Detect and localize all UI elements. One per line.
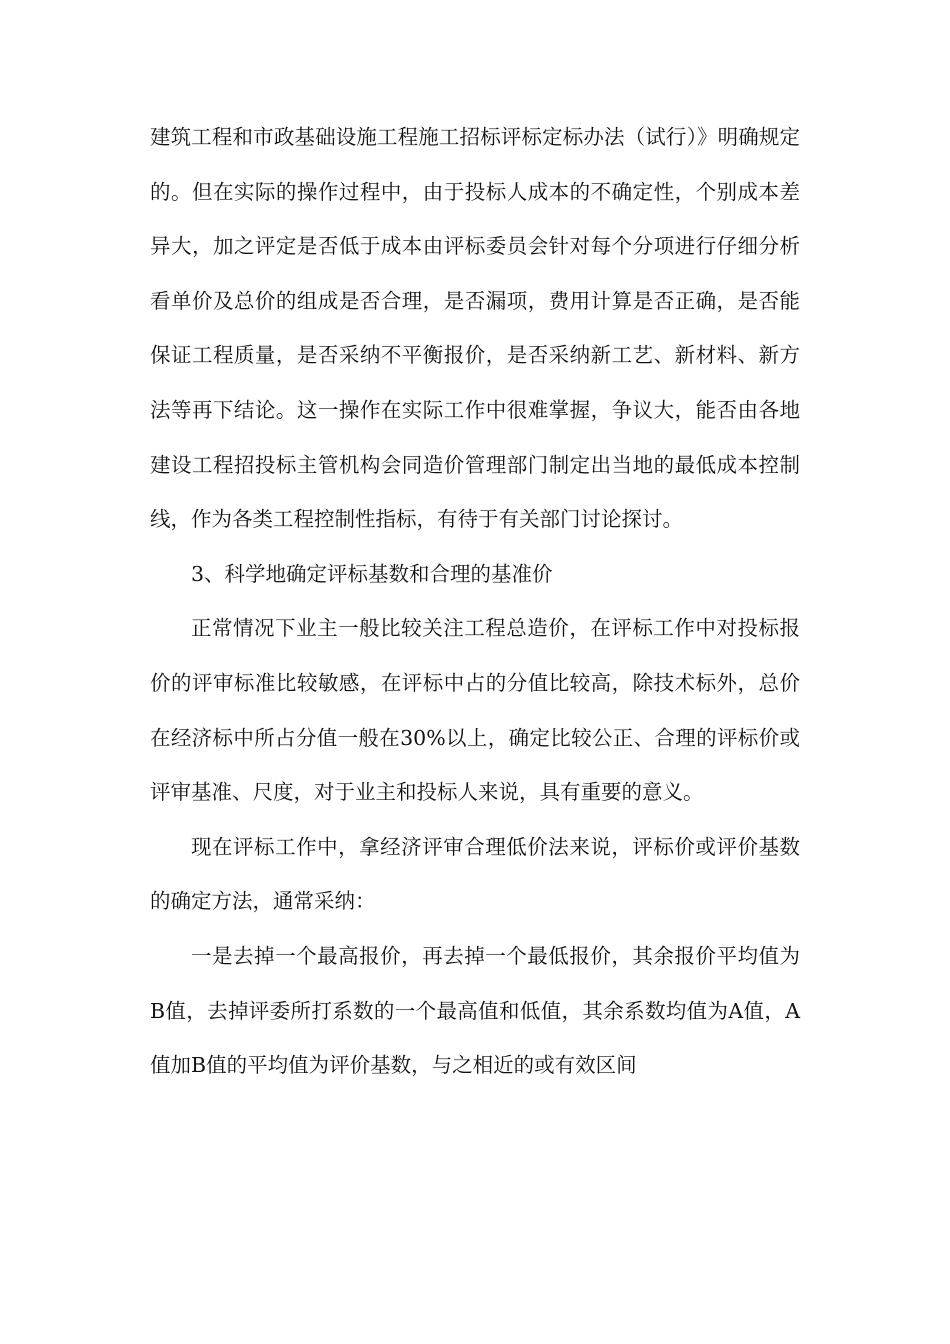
paragraph-4: 一是去掉一个最高报价，再去掉一个最低报价，其余报价平均值为B值，去掉评委所打系数的一个最高值和低值，其余系数均值为A值，A值加B值的平均值为评价基数，与之相近的或有效区间: [150, 943, 800, 1078]
paragraph-1: 建筑工程和市政基础设施工程施工招标评标定标办法（试行）》明确规定的。但在实际的操作过程中，由于投标人成本的不确定性，个别成本差异大，加之评定是否低于成本由评标委员会针对每个分项进行仔细分析看单价及总价的组成是否合理，是否漏项，费用计算是否正确，是否能保证工程质量，是否采纳不平衡报价，是否采纳新工艺、新材料、新方法等再下结论。这一操作在实际工作中很难掌握，争议大，能否由各地建设工程招投标主管机构会同造价管理部门制定出当地的最低成本控制线，作为各类工程控制性指标，有待于有关部门讨论探讨。: [150, 125, 800, 532]
paragraph-3: 现在评标工作中，拿经济评审合理低价法来说，评标价或评价基数的确定方法，通常采纳：: [150, 834, 800, 914]
section-heading: 3、科学地确定评标基数和合理的基准价: [191, 561, 553, 586]
paragraph-2: 正常情况下业主一般比较关注工程总造价，在评标工作中对投标报价的评审标准比较敏感，在评标中占的分值比较高，除技术标外，总价在经济标中所占分值一般在30%以上，确定比较公正、合理的评标价或评审基准、尺度，对于业主和投标人来说，具有重要的意义。: [150, 616, 800, 805]
document-body: [150, 110, 800, 1093]
